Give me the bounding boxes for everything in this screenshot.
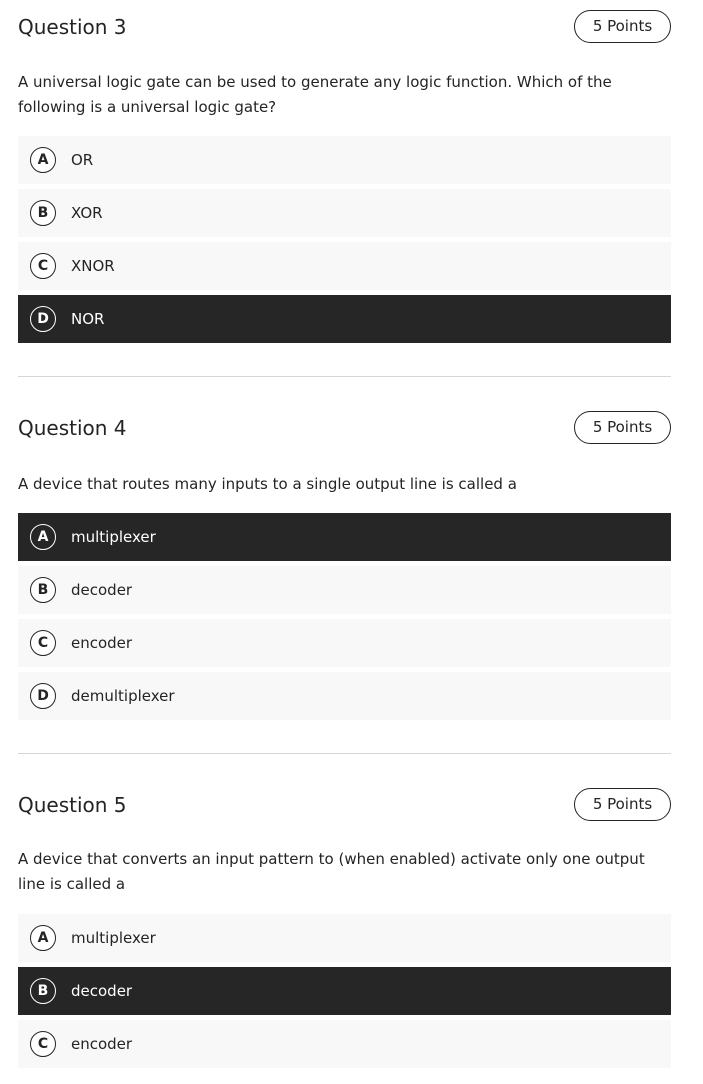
option-label: multiplexer <box>71 929 156 947</box>
question-header <box>18 788 671 822</box>
question-title: Question 4 <box>18 416 127 440</box>
option-letter: C <box>30 1031 56 1057</box>
option-letter: C <box>30 630 56 656</box>
points-badge: 5 Points <box>574 788 671 821</box>
points-badge: 5 Points <box>574 10 671 43</box>
options-list <box>18 136 671 348</box>
option-b[interactable] <box>18 189 671 237</box>
option-letter: B <box>30 978 56 1004</box>
option-d[interactable] <box>18 672 671 720</box>
question-title: Question 5 <box>18 793 127 817</box>
option-c[interactable] <box>18 619 671 667</box>
option-label: XNOR <box>71 257 115 275</box>
option-letter: D <box>30 683 56 709</box>
question-divider <box>18 753 671 754</box>
question-divider <box>18 376 671 377</box>
option-label: decoder <box>71 982 133 1000</box>
option-b-selected[interactable] <box>18 967 671 1015</box>
question-text: A device that converts an input pattern to (when enabled) activate only one output line is called a <box>18 850 645 893</box>
question-title: Question 3 <box>18 15 127 39</box>
option-d-selected[interactable] <box>18 295 671 343</box>
question-5 <box>18 788 671 1053</box>
question-header <box>18 10 671 44</box>
question-3 <box>18 10 671 328</box>
option-a-selected[interactable] <box>18 513 671 561</box>
option-b[interactable] <box>18 566 671 614</box>
option-letter: A <box>30 524 56 550</box>
option-label: demultiplexer <box>71 687 175 705</box>
option-c[interactable] <box>18 242 671 290</box>
option-letter: B <box>30 200 56 226</box>
options-list <box>18 914 671 1073</box>
points-badge: 5 Points <box>574 411 671 444</box>
option-letter: B <box>30 577 56 603</box>
question-header <box>18 411 671 445</box>
option-label: encoder <box>71 634 133 652</box>
option-letter: A <box>30 147 56 173</box>
option-label: decoder <box>71 581 133 599</box>
question-text: A device that routes many inputs to a single output line is called a <box>18 475 517 493</box>
option-label: OR <box>71 151 94 169</box>
option-a[interactable] <box>18 136 671 184</box>
option-label: encoder <box>71 1035 133 1053</box>
option-a[interactable] <box>18 914 671 962</box>
option-letter: A <box>30 925 56 951</box>
option-c[interactable] <box>18 1020 671 1068</box>
option-label: NOR <box>71 310 105 328</box>
option-label: multiplexer <box>71 528 156 546</box>
options-list <box>18 513 671 725</box>
question-4 <box>18 411 671 705</box>
option-label: XOR <box>71 204 103 222</box>
option-letter: C <box>30 253 56 279</box>
question-text: A universal logic gate can be used to generate any logic function. Which of the following is a universal logic gate? <box>18 73 612 116</box>
option-letter: D <box>30 306 56 332</box>
